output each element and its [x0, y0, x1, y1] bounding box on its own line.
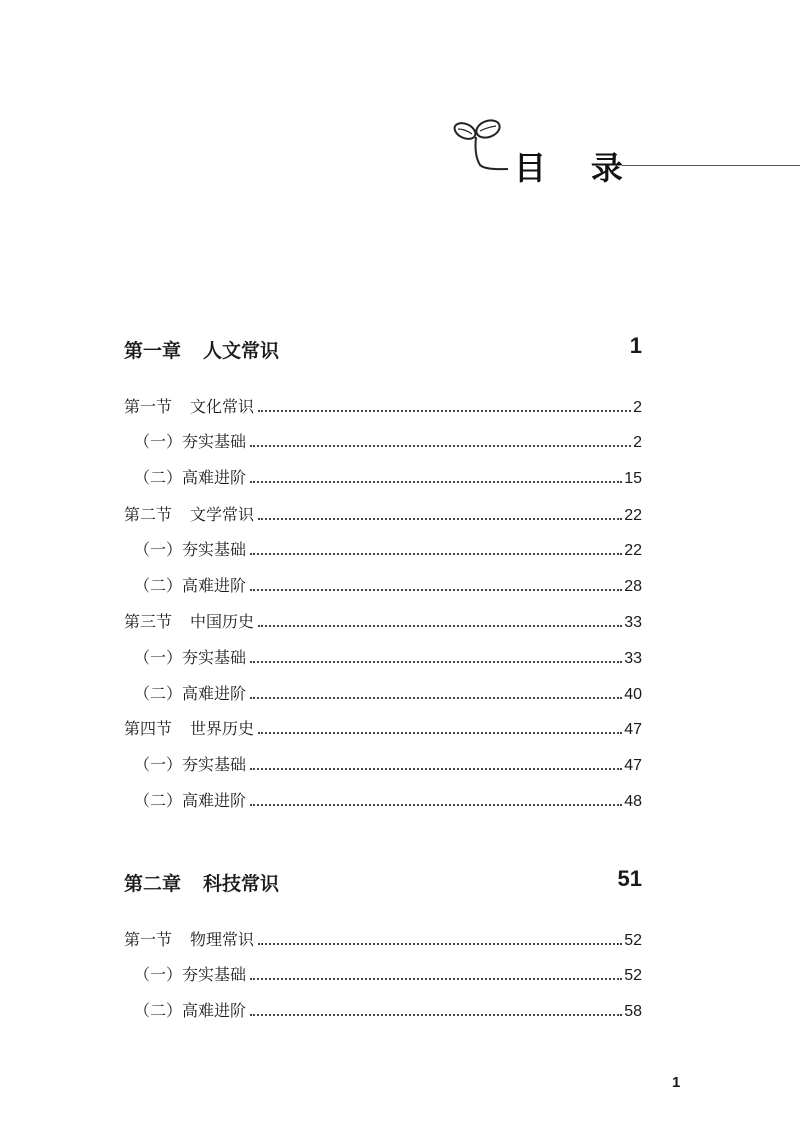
toc-header [450, 115, 800, 185]
toc-subsection[interactable] [134, 681, 642, 705]
sprout-icon [450, 115, 510, 177]
section-page: 47 [624, 721, 642, 738]
section-name: 中国历史 [190, 614, 255, 631]
toc-subsection[interactable] [134, 752, 642, 776]
subsection-label: （一）夯实基础 [134, 650, 247, 667]
chapter-name: 科技常识 [203, 874, 280, 895]
dot-leader [258, 732, 622, 734]
subsection-page: 22 [624, 542, 642, 559]
section-name: 文学常识 [190, 507, 255, 524]
toc-section[interactable] [124, 716, 642, 740]
subsection-label: （二）高难进阶 [134, 470, 247, 487]
subsection-page: 40 [624, 686, 642, 703]
section-page: 52 [624, 932, 642, 949]
section-page: 22 [624, 507, 642, 524]
section-number: 第一节 [124, 399, 173, 416]
subsection-label: （一）夯实基础 [134, 542, 247, 559]
dot-leader [250, 1014, 622, 1016]
dot-leader [250, 978, 622, 980]
chapter-heading[interactable] [124, 866, 642, 899]
subsection-page: 48 [624, 793, 642, 810]
chapter-number: 第一章 [124, 341, 182, 362]
toc-subsection[interactable] [134, 537, 642, 561]
dot-leader [250, 697, 622, 699]
dot-leader [258, 625, 622, 627]
section-page: 33 [624, 614, 642, 631]
dot-leader [250, 445, 631, 447]
toc-subsection[interactable] [134, 998, 642, 1022]
toc-section[interactable] [124, 927, 642, 951]
subsection-page: 33 [624, 650, 642, 667]
subsection-label: （一）夯实基础 [134, 434, 247, 451]
toc-subsection[interactable] [134, 429, 642, 453]
section-page: 2 [633, 399, 642, 416]
section-number: 第一节 [124, 932, 173, 949]
section-name: 文化常识 [190, 399, 255, 416]
toc-section[interactable] [124, 502, 642, 526]
subsection-page: 52 [624, 967, 642, 984]
page-title: 目 录 [514, 150, 641, 186]
dot-leader [258, 410, 631, 412]
dot-leader [258, 518, 622, 520]
toc-subsection[interactable] [134, 573, 642, 597]
toc-subsection[interactable] [134, 962, 642, 986]
subsection-label: （二）高难进阶 [134, 1003, 247, 1020]
toc-subsection[interactable] [134, 465, 642, 489]
subsection-page: 47 [624, 757, 642, 774]
toc-section[interactable] [124, 394, 642, 418]
subsection-page: 15 [624, 470, 642, 487]
dot-leader [250, 553, 622, 555]
subsection-label: （二）高难进阶 [134, 686, 247, 703]
section-name: 世界历史 [190, 721, 255, 738]
chapter-page: 51 [617, 866, 642, 891]
section-number: 第三节 [124, 614, 173, 631]
toc-subsection[interactable] [134, 645, 642, 669]
dot-leader [250, 661, 622, 663]
subsection-label: （一）夯实基础 [134, 967, 247, 984]
dot-leader [250, 589, 622, 591]
section-number: 第四节 [124, 721, 173, 738]
section-number: 第二节 [124, 507, 173, 524]
subsection-label: （二）高难进阶 [134, 578, 247, 595]
dot-leader [250, 768, 622, 770]
subsection-label: （二）高难进阶 [134, 793, 247, 810]
dot-leader [250, 804, 622, 806]
toc-section[interactable] [124, 609, 642, 633]
subsection-page: 2 [633, 434, 642, 451]
title-rule [622, 165, 800, 166]
chapter-page: 1 [629, 333, 642, 358]
page-number: 1 [672, 1074, 681, 1091]
section-name: 物理常识 [190, 932, 255, 949]
toc-subsection[interactable] [134, 788, 642, 812]
chapter-number: 第二章 [124, 874, 182, 895]
dot-leader [250, 481, 622, 483]
subsection-page: 28 [624, 578, 642, 595]
dot-leader [258, 943, 622, 945]
subsection-label: （一）夯实基础 [134, 757, 247, 774]
chapter-name: 人文常识 [203, 341, 280, 362]
subsection-page: 58 [624, 1003, 642, 1020]
chapter-heading[interactable] [124, 333, 642, 366]
